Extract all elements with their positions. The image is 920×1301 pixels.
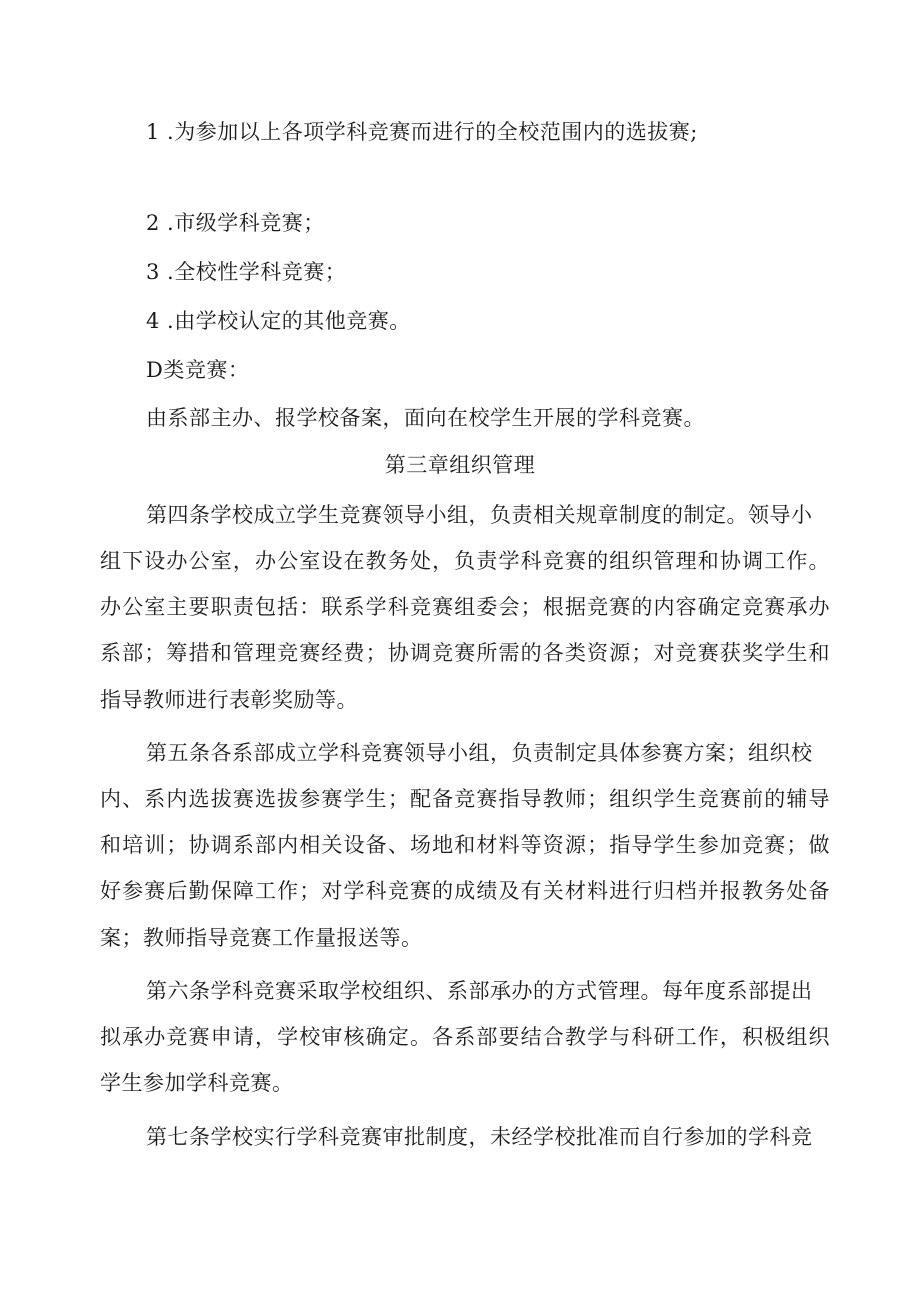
article-4-line: 指导教师进行表彰奖励等。 bbox=[100, 688, 358, 712]
article-4-line: 第四条学校成立学生竞赛领导小组，负责相关规章制度的制定。领导小 bbox=[146, 503, 813, 527]
article-5-line: 和培训；协调系部内相关设备、场地和材料等资源；指导学生参加竞赛；做 bbox=[100, 833, 830, 857]
list-item: 2 .市级学科竞赛； bbox=[146, 211, 325, 235]
article-5-line: 案；教师指导竞赛工作量报送等。 bbox=[100, 926, 423, 950]
list-item: 1 .为参加以上各项学科竞赛而进行的全校范围内的选拔赛; bbox=[146, 120, 698, 144]
article-5-line: 好参赛后勤保障工作；对学科竞赛的成绩及有关材料进行归档并报教务处备 bbox=[100, 879, 830, 903]
list-item: 4 .由学校认定的其他竞赛。 bbox=[146, 309, 411, 333]
chapter-title: 第三章组织管理 bbox=[384, 453, 536, 477]
article-5-line: 内、系内选拔赛选拔参赛学生；配备竞赛指导教师；组织学生竞赛前的辅导 bbox=[100, 787, 830, 811]
article-5-line: 第五条各系部成立学科竞赛领导小组，负责制定具体参赛方案；组织校 bbox=[146, 741, 813, 765]
article-4-line: 系部；筹措和管理竞赛经费；协调竞赛所需的各类资源；对竞赛获奖学生和 bbox=[100, 641, 830, 665]
article-6-line: 第六条学科竞赛采取学校组织、系部承办的方式管理。每年度系部提出 bbox=[146, 979, 813, 1003]
article-4-line: 办公室主要职责包括：联系学科竞赛组委会；根据竞赛的内容确定竞赛承办 bbox=[100, 595, 830, 619]
category-d-description: 由系部主办、报学校备案，面向在校学生开展的学科竞赛。 bbox=[146, 406, 705, 430]
category-d-label: D类竞赛： bbox=[146, 358, 250, 382]
article-6-line: 学生参加学科竞赛。 bbox=[100, 1071, 294, 1095]
article-7-line: 第七条学校实行学科竞赛审批制度，未经学校批准而自行参加的学科竞 bbox=[146, 1125, 813, 1149]
article-6-line: 拟承办竞赛申请，学校审核确定。各系部要结合教学与科研工作，积极组织 bbox=[100, 1025, 830, 1049]
list-item: 3 .全校性学科竞赛； bbox=[146, 260, 347, 284]
article-4-line: 组下设办公室，办公室设在教务处，负责学科竞赛的组织管理和协调工作。 bbox=[100, 549, 830, 573]
